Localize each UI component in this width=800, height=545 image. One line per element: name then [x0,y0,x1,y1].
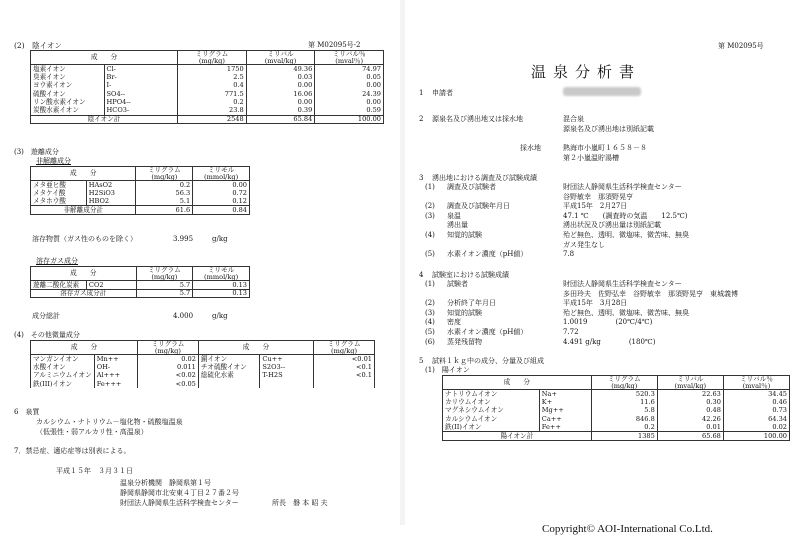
sampling-value-1: 熱海市小嵐町１６５８－８ [563,144,647,152]
table-cell: 1750 [178,65,247,73]
item2-value-1: 混合泉 [563,115,584,123]
table-cell [314,380,375,388]
table-cell: 5.1 [136,197,193,205]
table-cell: カリウムイオン [443,398,540,406]
table-cell: 0.02 [138,355,199,363]
total-mmol: 0.84 [193,206,250,214]
header-cell: ミリグラム (mg/kg) [314,341,375,355]
table-cell: <0.01 [314,355,375,363]
org-line-2: 静岡県静岡市北安東４丁目２７番２号 [120,489,239,497]
header-cell: ミリグラム (mg/kg) [136,267,193,281]
table-cell: 銅イオン [198,355,259,363]
header-cell: ミリモル (mmol/kg) [193,167,250,181]
item3-number: 3 [419,174,424,182]
header-cell: ミリモル (mmol/kg) [193,267,250,281]
list-item-value: ガス発生なし [563,240,605,249]
table-cell: メタケイ酸 [31,189,87,197]
table-cell: T-H2S [260,371,314,379]
table-cell: ナトリウムイオン [443,390,540,398]
table-cell [198,380,259,388]
list-item-number: (2) [425,202,435,211]
cation-table [442,375,790,441]
header-cell: ミリバル％ (mval％) [315,51,384,65]
table-cell: Mn++ [94,355,137,363]
table-cell: Cl- [104,65,178,73]
item4-number: 4 [419,271,424,279]
doc-number-left: 第 M02095号-2 [308,41,361,49]
list-item-number: (3) [425,211,435,220]
table-row [443,398,790,406]
table-row [31,90,384,98]
list-item-label: 分析終了年月日 [447,299,496,308]
table-cell: 22.63 [657,390,723,398]
anion-table [30,50,384,124]
table-cell: CO2 [86,281,136,289]
table-cell: リン酸水素イオン [31,98,105,106]
table-cell: 0.011 [138,363,199,371]
table-cell: OH- [94,363,137,371]
header-cell: ミリグラム (mg/kg) [138,341,199,355]
header-cell: ミリグラム (mg/kg) [178,51,247,65]
table-cell: I- [104,81,178,89]
total-percent: 100.00 [315,115,384,123]
doc-number-right: 第 M02095号 [718,42,764,50]
list-item-label: 泉温 [447,211,461,220]
list-item-number: (4) [425,318,435,327]
item5-number: 5 [419,357,424,365]
item3-label: 湧出地における調査及び試験成績 [432,174,537,182]
table-cell: HBO2 [86,197,136,205]
table-cell: <0.1 [314,363,375,371]
list-item-value: 湧出状況及び湧出量は別紙記載 [563,221,661,230]
table-row [443,423,790,431]
total-percent: 100.00 [723,432,789,440]
table-cell: 520.3 [591,390,657,398]
table-cell: Br- [104,73,178,81]
table-cell: 総硫化水素 [198,371,259,379]
table-cell: <0.1 [314,371,375,379]
table-cell: HCO3- [104,107,178,115]
table-cell: 0.39 [246,107,315,115]
list-item-label: 水素イオン濃度（pH値） [447,328,528,336]
table-cell: Cu++ [260,355,314,363]
item2-number: 2 [419,115,424,123]
table-cell: 23.8 [178,107,247,115]
table-cell: HAsO2 [86,181,136,189]
table-total-row [31,206,250,214]
total-label: 陽イオン計 [443,432,592,440]
header-cell: ミリグラム (mg/kg) [591,376,657,390]
total-mg: 1385 [591,432,657,440]
list-item-value: 財団法人静岡県生活科学検査センター [563,280,682,288]
table-cell: Ca++ [539,415,591,423]
list-item-value: 7.72 [563,328,579,336]
table-row [31,380,375,388]
table-cell: 34.45 [723,390,789,398]
table-cell: 0.59 [315,107,384,115]
list-item-number: (2) [425,299,435,308]
table-header-row [31,341,375,355]
table-row [31,107,384,115]
dissolved-value: 3.995 [173,235,194,243]
table-row [31,65,384,73]
total-mg: 2548 [178,115,247,123]
table-cell: 0.00 [246,98,315,106]
table-cell: HPO4-- [104,98,178,106]
table-cell: 0.13 [193,281,250,289]
table-cell: K+ [539,398,591,406]
list-item-value: 多田玲夫 佐野弘幸 谷野敏幸 那須野晃亨 東城義博 [563,289,738,298]
redacted-applicant [563,87,641,96]
table-cell: 水酸イオン [31,363,95,371]
list-item-value: 殆ど無色、透明、微塩味、微苦味、無臭 [563,231,689,239]
total-label: 成分総計 [32,312,60,320]
table-row [31,371,375,379]
total-mg: 61.6 [136,206,193,214]
section6-title: 6 泉質 [14,408,40,416]
list-item-value: 殆ど無色、透明、微塩味、微苦味、無臭 [563,308,689,317]
table-cell: <0.05 [138,380,199,388]
item1-number: 1 [419,89,424,97]
copyright-text: Copyright© AOI-International Co.Ltd. [542,523,713,535]
table-header-row [31,51,384,65]
table-cell: 56.3 [136,189,193,197]
item2-label: 源泉名及び湧出地又は採水地 [432,115,523,123]
table-cell: Fe+++ [94,380,137,388]
item5-label: 試料１ｋｇ中の成分、分量及び組成 [432,357,544,365]
table-cell: メタホウ酸 [31,197,87,205]
dissolved-unit: g/kg [212,235,228,243]
nondissociated-table [30,166,250,215]
document-title: 温泉分析書 [531,63,642,81]
header-cell: 成 分 [31,267,137,281]
table-cell: Al+++ [94,371,137,379]
nondissociated-title: 非解離成分 [36,157,71,165]
total-value: 4.000 [173,312,194,320]
section3-title: (3) 遊離成分 [14,148,59,156]
table-cell: H2SiO3 [86,189,136,197]
item4-label: 試験室における試験成績 [432,271,509,279]
table-cell: 遊離二酸化炭素 [31,281,87,289]
table-row [31,81,384,89]
table-cell: 臭素イオン [31,73,105,81]
spring-quality-line-1: カルシウム・ナトリウム－塩化物・硫酸塩温泉 [36,418,183,426]
right-page [405,0,800,522]
director-name: 所長 磐 本 昭 夫 [272,499,328,507]
table-cell: 0.00 [315,98,384,106]
table-cell: 0.00 [246,81,315,89]
spring-quality-line-2: （低張性・弱アルカリ性・高温泉） [36,428,148,436]
list-item-value: 平成15年 2月27日 [563,202,628,211]
table-cell: チオ硫酸イオン [198,363,259,371]
table-cell: Fe++ [539,423,591,431]
table-cell: カルシウムイオン [443,415,540,423]
list-item-number: (6) [425,337,435,346]
table-cell: 0.2 [178,98,247,106]
gas-table [30,266,250,298]
table-cell: 0.00 [193,181,250,189]
table-cell: 16.06 [246,90,315,98]
table-row [31,181,250,189]
list-item-value: 平成15年 3月28日 [563,299,628,308]
header-cell: 成 分 [198,341,313,355]
table-cell: 鉄(III)イオン [31,380,95,388]
table-cell: 24.39 [315,90,384,98]
table-row [443,406,790,414]
table-cell: 5.7 [136,281,193,289]
table-cell: 74.97 [315,65,384,73]
sampling-label: 採水地 [520,144,541,152]
org-line-3: 財団法人静岡県生活科学検査センター [120,499,239,507]
table-cell: 0.2 [136,181,193,189]
list-item-number: (5) [425,250,435,259]
table-row [31,73,384,81]
table-cell: SO4-- [104,90,178,98]
table-cell [260,380,314,388]
list-item-label: 湧出量 [447,221,468,230]
table-row [443,390,790,398]
table-cell: 0.4 [178,81,247,89]
table-total-row [443,432,790,440]
gas-title: 溶存ガス成分 [36,257,78,265]
sampling-value-2: 第２小嵐温貯湯槽 [563,154,619,162]
table-cell: 0.46 [723,398,789,406]
table-cell: 0.2 [591,423,657,431]
total-mmol: 0.13 [193,289,250,297]
table-cell: マグネシウムイオン [443,406,540,414]
total-mg: 5.7 [136,289,193,297]
list-item-number: (3) [425,308,435,317]
table-cell: 11.6 [591,398,657,406]
list-item-value: 4.491 g/kg (180℃) [563,337,656,346]
table-cell: ヨウ素イオン [31,81,105,89]
header-cell: 成 分 [443,376,592,390]
list-item-label: 密度 [447,318,461,327]
table-row [443,415,790,423]
list-item-value: 谷野敏幸 那須野晃亨 [563,192,633,201]
list-item-number: (1) [425,280,435,288]
list-item-label: 蒸発残留物 [447,337,482,346]
table-cell: 鉄(II)イオン [443,423,540,431]
list-item-label: 調査及び試験者 [447,183,496,191]
header-cell: 成 分 [31,51,178,65]
table-cell: <0.02 [138,371,199,379]
table-cell: Mg++ [539,406,591,414]
header-cell: ミリグラム (mg/kg) [136,167,193,181]
table-total-row [31,115,384,123]
table-header-row [443,376,790,390]
table-cell: 771.5 [178,90,247,98]
header-cell: ミリバル (mval/kg) [246,51,315,65]
header-cell: 成 分 [31,341,138,355]
table-row [31,98,384,106]
org-line-1: 温泉分析機関 静岡県第１号 [120,479,211,487]
header-cell: ミリバル (mval/kg) [657,376,723,390]
table-cell: マンガンイオン [31,355,95,363]
item1-label: 申請者 [432,89,453,97]
table-row [31,355,375,363]
table-cell: 64.34 [723,415,789,423]
table-cell: 0.00 [315,81,384,89]
table-cell: 2.5 [178,73,247,81]
table-cell: 塩素イオン [31,65,105,73]
list-item-label: 水素イオン濃度（pH値） [447,250,528,259]
header-cell: 成 分 [31,167,136,181]
total-label: 溶存ガス成分計 [31,289,137,297]
trace-table [30,340,375,388]
table-cell: 0.30 [657,398,723,406]
section2-title: (2) 陰イオン [14,41,62,50]
table-cell: 0.05 [315,73,384,81]
table-cell: 0.02 [723,423,789,431]
list-item-number: (4) [425,231,435,239]
table-cell: 0.48 [657,406,723,414]
header-cell: ミリバル％ (mval％) [723,376,789,390]
list-item-label: 知覚的試験 [447,308,482,317]
dissolved-label: 溶存物質（ガス性のものを除く） [32,235,137,243]
table-row [31,281,250,289]
table-cell: 炭酸水素イオン [31,107,105,115]
list-item-value: 1.0019 (20℃/4℃) [563,318,653,327]
table-cell: 0.03 [246,73,315,81]
item2-value-2: 源泉名及び湧出地は別紙記載 [563,125,654,133]
list-item-number: (1) [425,183,435,191]
issue-date: 平成１５年 ３月３１日 [56,467,133,475]
table-header-row [31,267,250,281]
table-cell: 0.73 [723,406,789,414]
table-cell: 0.12 [193,197,250,205]
list-item-value: 7.8 [563,250,575,259]
cation-title: (1) 陽イオン [425,366,470,374]
section7-text: 7．禁忌症、適応症等は別表による。 [14,447,131,455]
table-cell: メタ亜ヒ酸 [31,181,87,189]
list-item-label: 調査及び試験年月日 [447,202,510,211]
table-cell: 5.8 [591,406,657,414]
section4-title: (4) その他微量成分 [14,331,80,339]
list-item-label: 知覚的試験 [447,231,482,239]
list-item-label: 試験者 [447,280,468,288]
list-item-value: 財団法人静岡県生活科学検査センター [563,183,682,191]
table-cell: 846.8 [591,415,657,423]
total-mval: 65.84 [246,115,315,123]
table-cell: 49.36 [246,65,315,73]
table-cell: 硫酸イオン [31,90,105,98]
table-total-row [31,289,250,297]
total-label: 非解離成分計 [31,206,136,214]
list-item-value: 47.1 ℃ (調査時の気温 12.5℃) [563,211,688,220]
total-mval: 65.68 [657,432,723,440]
table-cell: 42.26 [657,415,723,423]
table-cell: 0.01 [657,423,723,431]
table-cell: 0.72 [193,189,250,197]
total-label: 陰イオン計 [31,115,178,123]
list-item-number: (5) [425,328,435,336]
total-unit: g/kg [212,312,228,320]
table-cell: Na+ [539,390,591,398]
left-page [0,0,400,522]
table-row [31,197,250,205]
table-header-row [31,167,250,181]
table-cell: S2O3-- [260,363,314,371]
table-cell: アルミニウムイオン [31,371,95,379]
